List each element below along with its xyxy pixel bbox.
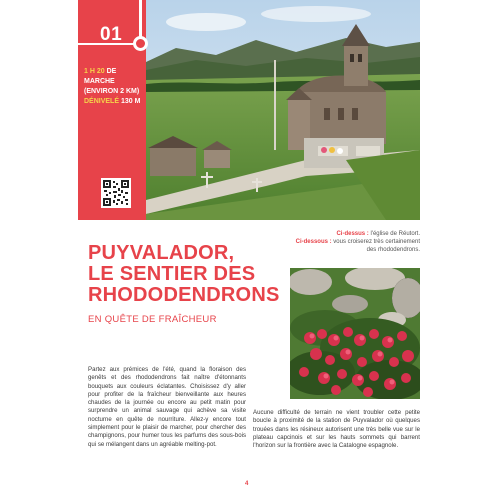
rhododendron-photo — [290, 268, 420, 399]
info-distance: (ENVIRON 2 KM) — [84, 88, 140, 95]
page-number: 4 — [245, 481, 249, 487]
info-duration — [84, 67, 144, 87]
caption-below-label: Ci-dessous : — [295, 239, 332, 245]
info-elevation — [84, 97, 144, 107]
body-column-1: Partez aux prémices de l'été, quand la floraison des genêts et des rhododendrons fait naître d'étonnants bouquets aux couleurs éclatantes. Choisissez d'y aller pour profiter de la fraîcheur bienveillante aux heures chaudes de la journée ou encore au petit matin pour surprendre un animal sauvage qui achève sa visite nocturne en quête de nourriture. Allez-y encore tout simplement pour le plaisir de marcher, pour chercher des champignons, pour humer tous les parfums des sous-bois qui se mélangent dans un agréable melting-pot. — [88, 366, 246, 448]
route-marker-icon — [133, 36, 148, 51]
page-title — [88, 243, 288, 306]
caption-above — [290, 230, 420, 238]
route-line — [139, 0, 142, 37]
body-column-2: Aucune difficulté de terrain ne vient troubler cette petite boucle à proximité de la station de Puyvalador où quelques trouées dans les résineux autorisent une très belle vue sur le plateau capcinois et sur les hauts sommets qui barrent l'horizon sur la frontière avec la Catalogne espagnole. — [253, 409, 420, 450]
title-line-3: RHODODENDRONS — [88, 284, 280, 306]
title-line-2: LE SENTIER DES — [88, 263, 256, 285]
walk-info — [84, 67, 144, 107]
info-duration-value: 1 H 20 — [84, 68, 105, 75]
church-landscape-image — [146, 0, 420, 220]
info-duration-label: DE MARCHE — [84, 68, 117, 85]
photo-captions — [290, 230, 420, 254]
page-subtitle: EN QUÊTE DE FRAÎCHEUR — [88, 314, 217, 325]
qr-code-graphic — [103, 180, 129, 206]
info-elevation-label: DÉNIVELÉ — [84, 98, 120, 105]
caption-below — [290, 238, 420, 254]
rhododendron-image — [290, 268, 420, 399]
caption-above-text: l'église de Réutort. — [370, 231, 420, 237]
church-photo — [146, 0, 420, 220]
info-elevation-value: 130 M — [120, 98, 141, 105]
caption-above-label: Ci-dessus : — [336, 231, 369, 237]
title-line-1: PUYVALADOR, — [88, 242, 235, 264]
qr-code-icon[interactable] — [101, 178, 131, 208]
caption-below-text: vous croiserez très certainement des rhododendrons. — [333, 239, 420, 253]
walk-number: 01 — [100, 24, 123, 45]
